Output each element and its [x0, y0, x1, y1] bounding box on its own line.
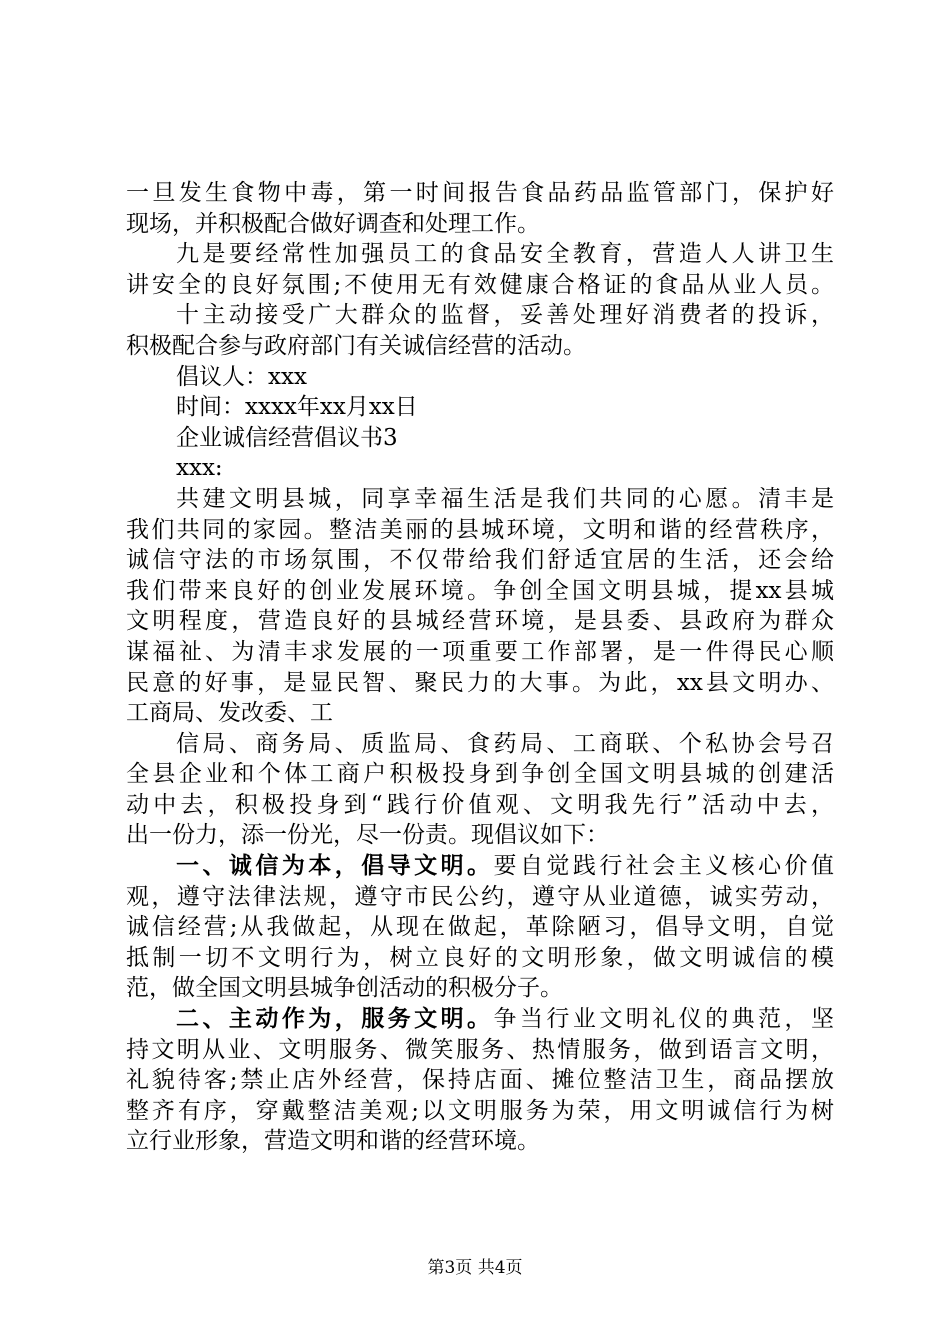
text-line — [126, 912, 834, 943]
text-line — [126, 851, 834, 882]
line-text: xxx: — [176, 455, 223, 482]
line-text: 持文明从业、文明服务、微笑服务、热情服务，做到语言文明， — [126, 1036, 834, 1063]
text-line — [126, 1126, 834, 1157]
text-line — [126, 820, 834, 851]
text-line — [126, 637, 834, 668]
line-text: 动中去，积极投身到“践行价值观、文明我先行”活动中去， — [126, 791, 834, 818]
line-text: 我们共同的家园。整洁美丽的县城环境，文明和谐的经营秩序， — [126, 516, 834, 543]
text-line — [126, 943, 834, 974]
text-line — [126, 300, 834, 331]
line-text: 观，遵守法律法规，遵守市民公约，遵守从业道德，诚实劳动， — [126, 883, 834, 910]
text-line — [126, 1065, 834, 1096]
line-text: 礼貌待客;禁止店外经营，保持店面、摊位整洁卫生，商品摆放 — [126, 1067, 834, 1094]
line-text: 积极配合参与政府部门有关诚信经营的活动。 — [126, 332, 586, 359]
text-line — [126, 484, 834, 515]
text-line — [126, 759, 834, 790]
text-line — [126, 698, 834, 729]
line-text: 立行业形象，营造文明和谐的经营环境。 — [126, 1128, 540, 1155]
document-body — [126, 178, 834, 1157]
section-heading: 二、主动作为，服务文明。 — [176, 1005, 494, 1033]
text-line — [126, 1004, 834, 1035]
line-text: 文明程度，营造良好的县城经营环境，是县委、县政府为群众 — [126, 608, 834, 635]
text-line — [126, 331, 834, 362]
text-line — [126, 1035, 834, 1066]
line-text: 争当行业文明礼仪的典范，坚 — [493, 1006, 834, 1033]
text-line — [126, 392, 834, 423]
line-text: 要自觉践行社会主义核心价值 — [493, 853, 834, 880]
line-text: 出一份力，添一份光，尽一份责。现倡议如下： — [126, 822, 609, 849]
line-text: 诚信经营;从我做起，从现在做起，革除陋习，倡导文明，自觉 — [126, 914, 834, 941]
line-text: 谋福祉、为清丰求发展的一项重要工作部署，是一件得民心顺 — [126, 638, 834, 665]
line-text: 诚信守法的市场氛围，不仅带给我们舒适宜居的生活，还会给 — [126, 547, 834, 574]
text-line — [126, 882, 834, 913]
text-line — [126, 239, 834, 270]
text-line — [126, 545, 834, 576]
text-line — [126, 973, 834, 1004]
line-text: 一旦发生食物中毒，第一时间报告食品药品监管部门，保护好 — [126, 180, 834, 206]
text-line — [126, 178, 834, 209]
line-text: 工商局、发改委、工 — [126, 700, 333, 727]
line-text: 抵制一切不文明行为，树立良好的文明形象，做文明诚信的模 — [126, 944, 834, 971]
line-text: 倡议人：xxx — [176, 363, 307, 390]
text-line — [126, 515, 834, 546]
text-line — [126, 1096, 834, 1127]
text-line — [126, 270, 834, 301]
section-heading: 一、诚信为本，倡导文明。 — [176, 852, 494, 880]
text-line — [126, 423, 834, 454]
line-text: 我们带来良好的创业发展环境。争创全国文明县城，提xx县城 — [126, 577, 834, 604]
text-line — [126, 606, 834, 637]
line-text: 时间：xxxx年xx月xx日 — [176, 394, 418, 421]
text-line — [126, 668, 834, 699]
text-line — [126, 453, 834, 484]
line-text: 共建文明县城，同享幸福生活是我们共同的心愿。清丰是 — [176, 485, 834, 512]
text-line — [126, 209, 834, 240]
text-line — [126, 790, 834, 821]
line-text: 现场，并积极配合做好调查和处理工作。 — [126, 210, 540, 237]
line-text: 讲安全的良好氛围;不使用无有效健康合格证的食品从业人员。 — [126, 271, 834, 298]
text-line — [126, 729, 834, 760]
text-line — [126, 576, 834, 607]
text-line — [126, 362, 834, 393]
page-footer: 第3页 共4页 — [427, 1258, 523, 1278]
line-text: 全县企业和个体工商户积极投身到争创全国文明县城的创建活 — [126, 761, 834, 788]
line-text: 企业诚信经营倡议书3 — [176, 424, 398, 451]
line-text: 民意的好事，是显民智、聚民力的大事。为此，xx县文明办、 — [126, 669, 834, 696]
line-text: 范，做全国文明县城争创活动的积极分子。 — [126, 975, 563, 1002]
line-text: 九是要经常性加强员工的食品安全教育，营造人人讲卫生 — [176, 241, 834, 268]
line-text: 整齐有序，穿戴整洁美观;以文明服务为荣，用文明诚信行为树 — [126, 1097, 834, 1124]
line-text: 信局、商务局、质监局、食药局、工商联、个私协会号召 — [176, 730, 834, 757]
line-text: 十主动接受广大群众的监督，妥善处理好消费者的投诉， — [176, 302, 834, 329]
